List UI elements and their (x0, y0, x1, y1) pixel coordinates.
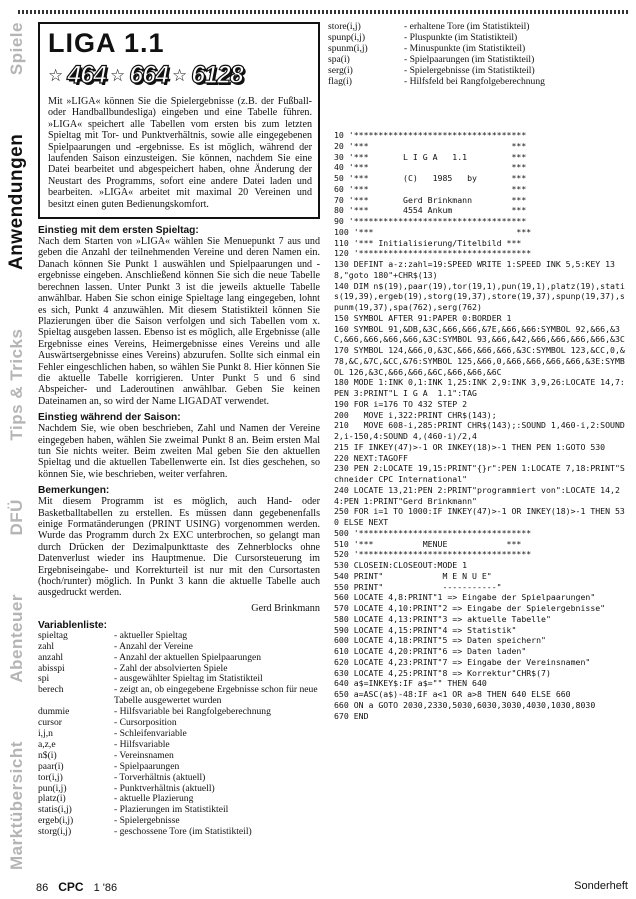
code-line: 20 '*** *** (334, 140, 527, 151)
variable-description: - Punktverhältnis (aktuell) (114, 782, 215, 794)
logo-664: 664 (129, 61, 168, 89)
code-line: 130 DEFINT a-z:zahl=19:SPEED WRITE 1:SPEED INK 5,5:KEY 138,"goto 180"+CHR$(13) (334, 259, 615, 280)
variable-description: - Anzahl der Vereine (114, 640, 193, 652)
footer-edition: Sonderheft (574, 880, 628, 892)
code-line: 200 MOVE i,322:PRINT CHR$(143); (334, 409, 497, 420)
variable-list (38, 631, 320, 838)
magazine-name: CPC (58, 880, 84, 894)
computer-logos (48, 61, 312, 90)
variable-description: - Pluspunkte (im Statistikteil) (404, 31, 518, 43)
page-number: 86 (36, 882, 49, 894)
code-line: 70 '*** Gerd Brinkmann *** (334, 194, 527, 205)
code-line: 100 '*** *** (334, 226, 532, 237)
variable-description: - Cursorposition (114, 717, 177, 729)
variable-name: n$(i) (38, 749, 57, 761)
code-line: 670 END (334, 710, 369, 721)
code-line: 590 LOCATE 4,15:PRINT"4 => Statistik" (334, 624, 517, 635)
variable-name: serg(i) (328, 64, 353, 76)
variable-description: - aktueller Spieltag (114, 629, 187, 641)
code-line: 640 a$=INKEY$:IF a$="" THEN 640 (334, 678, 487, 689)
variable-name: pun(i,j) (38, 782, 67, 794)
variable-row (328, 66, 628, 77)
code-line: 180 MODE 1:INK 0,1:INK 1,25:INK 2,9:INK 3,9,26:LOCATE 14,7:PEN 3:PRINT"L I G A 1.1":TAG (334, 377, 625, 398)
variable-name: a,z,e (38, 738, 56, 750)
code-line: 600 LOCATE 4,18:PRINT"5 => Daten speichern" (334, 635, 546, 646)
category-dfue: DFÜ (7, 499, 26, 536)
variable-row (38, 827, 320, 838)
variable-description: - ausgewählter Spieltag im Statistikteil (114, 673, 263, 685)
code-line: 650 a=ASC(a$)-48:IF a<1 OR a>8 THEN 640 ELSE 660 (334, 689, 571, 699)
article-title: LIGA 1.1 (48, 28, 165, 58)
variable-description: - Hilfsvariable (114, 738, 170, 750)
star-icon: ☆ (171, 65, 188, 85)
code-line: 170 SYMBOL 124,&66,0,&3C,&66,&66,&66,&3C:SYMBOL 123,&CC,0,&78,&C,&7C,&CC,&76:SYMBOL 125,&66,0,&66,&66,&66,&66,&3E:SYMBOL 126,&3C,&66,&66,&6C,&66,&66,&6C (334, 345, 625, 377)
variable-description: - Vereinsnamen (114, 749, 174, 761)
code-line: 540 PRINT" M E N U E" (334, 570, 492, 581)
variable-row (38, 762, 320, 773)
variable-row (38, 773, 320, 784)
section-heading: Einstieg mit dem ersten Spieltag: (38, 225, 199, 237)
basic-listing (334, 130, 630, 721)
variable-description: - aktuelle Plazierung (114, 793, 194, 805)
variable-description: - Minuspunkte (im Statistikteil) (404, 42, 526, 54)
variable-description: - Hilfsfeld bei Rangfolgeberechnung (404, 75, 545, 87)
code-line: 30 '*** L I G A 1.1 *** (334, 151, 527, 162)
variable-name: spieltag (38, 629, 68, 641)
variable-description: - geschossene Tore (im Statistikteil) (114, 826, 252, 838)
code-line: 150 SYMBOL AFTER 91:PAPER 0:BORDER 1 (334, 312, 512, 323)
author-signature: Gerd Brinkmann (251, 602, 320, 614)
variable-name: platz(i) (38, 793, 66, 805)
logo-464: 464 (67, 61, 106, 89)
code-line: 240 LOCATE 13,21:PEN 2:PRINT"programmiert von":LOCATE 14,24:PEN 1:PRINT"Gerd Brinkmann" (334, 484, 620, 506)
variable-row (328, 77, 628, 88)
variable-row (38, 729, 320, 740)
variable-name: dummie (38, 706, 70, 718)
code-line: 50 '*** (C) 1985 by *** (334, 173, 527, 183)
variable-description: - zeigt an, ob eingegebene Ergebnisse schon für neue Tabelle ausgewertet wurden (114, 684, 318, 707)
section-heading: Bemerkungen: (38, 485, 110, 497)
variable-list-continued (328, 22, 628, 87)
code-line: 630 LOCATE 4,25:PRINT"8 => Korrektur"CHR$(7) (334, 667, 551, 678)
category-strip (0, 22, 34, 870)
variable-name: spa(i) (328, 53, 350, 65)
variable-name: berech (38, 684, 64, 696)
title-box (38, 22, 320, 219)
issue-label: 1 '86 (93, 882, 118, 894)
code-line: 210 MOVE 608-i,285:PRINT CHR$(143);:SOUND 1,460-i,2:SOUND 2,i-150,4:SOUND 4,(460-i)/2,4 (334, 420, 630, 441)
variable-name: spi (38, 673, 50, 685)
code-line: 570 LOCATE 4,10:PRINT"2 => Eingabe der Spielergebnisse" (334, 603, 606, 613)
section-heading: Einstieg während der Saison: (38, 412, 181, 424)
code-line: 610 LOCATE 4,20:PRINT"6 => Daten laden" (334, 646, 527, 656)
variable-name: anzahl (38, 651, 64, 663)
category-anwendungen: Anwendungen (6, 133, 27, 271)
variable-name: spunm(i,j) (328, 42, 368, 54)
code-line: 500 '*********************************** (334, 527, 532, 538)
variable-row (38, 751, 320, 762)
category-spiele: Spiele (7, 22, 26, 76)
variable-name: i,j,n (38, 728, 53, 739)
page-footer (36, 880, 117, 894)
top-dotted-rule (18, 10, 628, 14)
code-line: 620 LOCATE 4,23:PRINT"7 => Eingabe der Vereinsnamen" (334, 656, 591, 667)
code-line: 580 LOCATE 4,13:PRINT"3 => aktuelle Tabelle" (334, 613, 551, 624)
category-marktuebersicht: Marktübersicht (7, 741, 26, 870)
variable-description: - erhaltene Tore (im Statistikteil) (404, 21, 530, 32)
section-text: Nachdem Sie, wie oben beschrieben, Zahl und Namen der Vereine eingegeben haben, wählen Sie zweimal Punkt 8 an. Beim ersten Mal tun Sie nichts weiter. Beim zweiten Mal geben Sie den aktuellen Spieltag und die aktuellen Tabellenwerte ein. Ist dies geschehen, so können Sie, wie beschrieben, weiter verfahren. (38, 423, 320, 480)
variable-description: - Spielpaarungen (im Statistikteil) (404, 53, 535, 65)
variable-description: - Plazierungen im Statistikteil (114, 804, 229, 816)
variable-row (38, 653, 320, 664)
code-line: 215 IF INKEY(47)>-1 OR INKEY(18)>-1 THEN PEN 1:GOTO 530 (334, 441, 606, 452)
variable-row (328, 55, 628, 66)
code-line: 90 '*********************************** (334, 216, 527, 226)
code-line: 660 ON a GOTO 2030,2330,5030,6030,3030,4030,1030,8030 (334, 699, 596, 710)
variable-name: tor(i,j) (38, 771, 63, 783)
code-line: 160 SYMBOL 91,&DB,&3C,&66,&66,&7E,&66,&66:SYMBOL 92,&66,&3C,&66,&66,&66,&66,&3C:SYMBOL 93,&66,&42,&66,&66,&66,&66,&3C (334, 323, 625, 345)
variable-description: - Schleifenvariable (114, 728, 187, 739)
variable-name: abisspi (38, 662, 65, 674)
code-line: 10 '*********************************** (334, 130, 527, 140)
code-line: 40 '*** *** (334, 162, 527, 173)
code-line: 560 LOCATE 4,8:PRINT"1 => Eingabe der Spielpaarungen" (334, 592, 596, 603)
code-line: 120 '*********************************** (334, 248, 532, 259)
variable-name: paar(i) (38, 760, 64, 772)
category-tips-tricks: Tips & Tricks (7, 328, 26, 441)
variable-name: storg(i,j) (38, 826, 72, 838)
variable-name: statis(i,j) (38, 804, 72, 816)
variable-row (38, 740, 320, 751)
code-line: 250 FOR i=1 TO 1000:IF INKEY(47)>-1 OR INKEY(18)>-1 THEN 530 ELSE NEXT (334, 506, 625, 527)
section-text: Nach dem Starten von »LIGA« wählen Sie Menuepunkt 7 aus und geben die Anzahl der teilnehmenden Vereine und deren Namen ein. Danach können Sie Punkt 1 auswählen und Spielpaarungen und -ergebnisse eingeben. Anschließend können Sie sich die neue Tabelle berechnen lassen. Unter Punkt 3 ist die jeweils aktuelle Tabelle anwählbar. Haben Sie schon einige Spieltage lang eingegeben, lohnt es sich, Punkt 4 anzuwählen. Mit diesem Statistikteil können Sie Plazierungen über die Saison verfolgen und sich Tabellen vom x. Spieltag ausgeben lassen. Ebenso ist es möglich, alle Ergebnisse (alle Ergebnisse eines Vereins, Heimergebnisse eines Vereins und alle Auswärtsergebnisse eines Vereins) abzurufen. Sollte sich einmal ein Fehler eingeschlichen haben, so wählen Sie Punkt 8. Hier können Sie die aktuelle Tabelle korrigieren. Unter Punkt 5 und 6 sind Abspeicher- und Laderoutinen anwählbar. Geben Sie keinen Dateinamen an, so wird der Name LIGADAT verwendet. (38, 236, 320, 407)
code-line: 140 DIM n$(19),paar(19),tor(19,1),pun(19,1),platz(19),statis(19,39),ergeb(19),storg(19,37),store(19,37),spunp(19,37),spunm(19,37),spa(762),serg(762) (334, 280, 625, 312)
variable-row (38, 707, 320, 718)
code-line: 110 '*** Initialisierung/Titelbild *** (334, 237, 522, 248)
code-line: 550 PRINT" -----------" (334, 581, 502, 592)
variable-description: - Spielpaarungen (114, 760, 180, 772)
left-column (38, 22, 320, 838)
star-icon: ☆ (109, 65, 126, 85)
star-icon: ☆ (48, 65, 64, 85)
variable-name: cursor (38, 717, 62, 729)
variable-description: - Torverhältnis (aktuell) (114, 771, 206, 783)
code-line: 530 CLOSEIN:CLOSEOUT:MODE 1 (334, 560, 468, 570)
variable-description: - Spielergebnisse (114, 815, 180, 827)
code-line: 190 FOR i=176 TO 432 STEP 2 (334, 398, 468, 409)
intro-paragraph: Mit »LIGA« können Sie die Spielergebnisse (z.B. der Fußball- oder Handballbundesliga) eingeben und eine Tabelle führen. »LIGA« speichert alle Tabellen vom ersten bis zum letzten Spieltag mit Tor- und Punktverhältnis, sowie alle eingegebenen Spielpaarungen und -ergebnisse. Es ist möglich, während der laufenden Saison einzusteigen. Sie können, nachdem Sie eine Datei bearbeitet und abgespeichert haben, ohne Änderung der Neustart des Programms, sofort eine andere Datei laden und bearbeiten. »LIGA« arbeitet mit maximal 20 Vereinen und besitzt einen guten Bedienungskomfort. (48, 96, 312, 210)
variable-description: - Zahl der absolvierten Spiele (114, 662, 228, 674)
variables-heading: Variablenliste: (38, 619, 108, 631)
code-line: 230 PEN 2:LOCATE 19,15:PRINT"{}r":PEN 1:LOCATE 7,18:PRINT"Schneider CPC International" (334, 463, 625, 484)
variable-row (38, 685, 320, 707)
variable-name: zahl (38, 640, 54, 652)
variable-description: - Hilfsvariable bei Rangfolgeberechnung (114, 706, 271, 718)
variable-name: ergeb(i,j) (38, 815, 74, 827)
variable-name: store(i,j) (328, 21, 361, 32)
code-line: 510 '*** MENUE *** (334, 538, 522, 549)
category-abenteuer: Abenteuer (7, 594, 26, 683)
variable-description: - Anzahl der aktuellen Spielpaarungen (114, 651, 262, 663)
code-line: 80 '*** 4554 Ankum *** (334, 205, 527, 216)
code-line: 60 '*** *** (334, 183, 527, 194)
right-column (328, 22, 628, 87)
variable-description: - Spielergebnisse (im Statistikteil) (404, 64, 535, 76)
variable-name: spunp(i,j) (328, 31, 366, 43)
section-text: Mit diesem Programm ist es möglich, auch Hand- oder Basketballtabellen zu erstellen. Es müssen dann gegebenenfalls einige Formatänderungen (PRINT USING) vorgenommen werden. Wurde das Programm durch 2x EXC unterbrochen, so gelangt man durch Drücken der Dezimalpunkttaste des Zehnerblocks ohne Datenverlust wieder ins Hauptmenue. Die Cursorsteuerung im Ergebniseingabe- und Korrekturteil ist nur mit den Cursortasten (hoch/runter) möglich. In Punkt 3 kann die aktuelle Tabelle auch ausgedruckt werden. (38, 496, 320, 599)
variable-name: flag(i) (328, 75, 352, 87)
code-line: 220 NEXT:TAGOFF (334, 452, 408, 463)
code-line: 520 '*********************************** (334, 549, 532, 560)
logo-6128: 6128 (191, 61, 243, 89)
